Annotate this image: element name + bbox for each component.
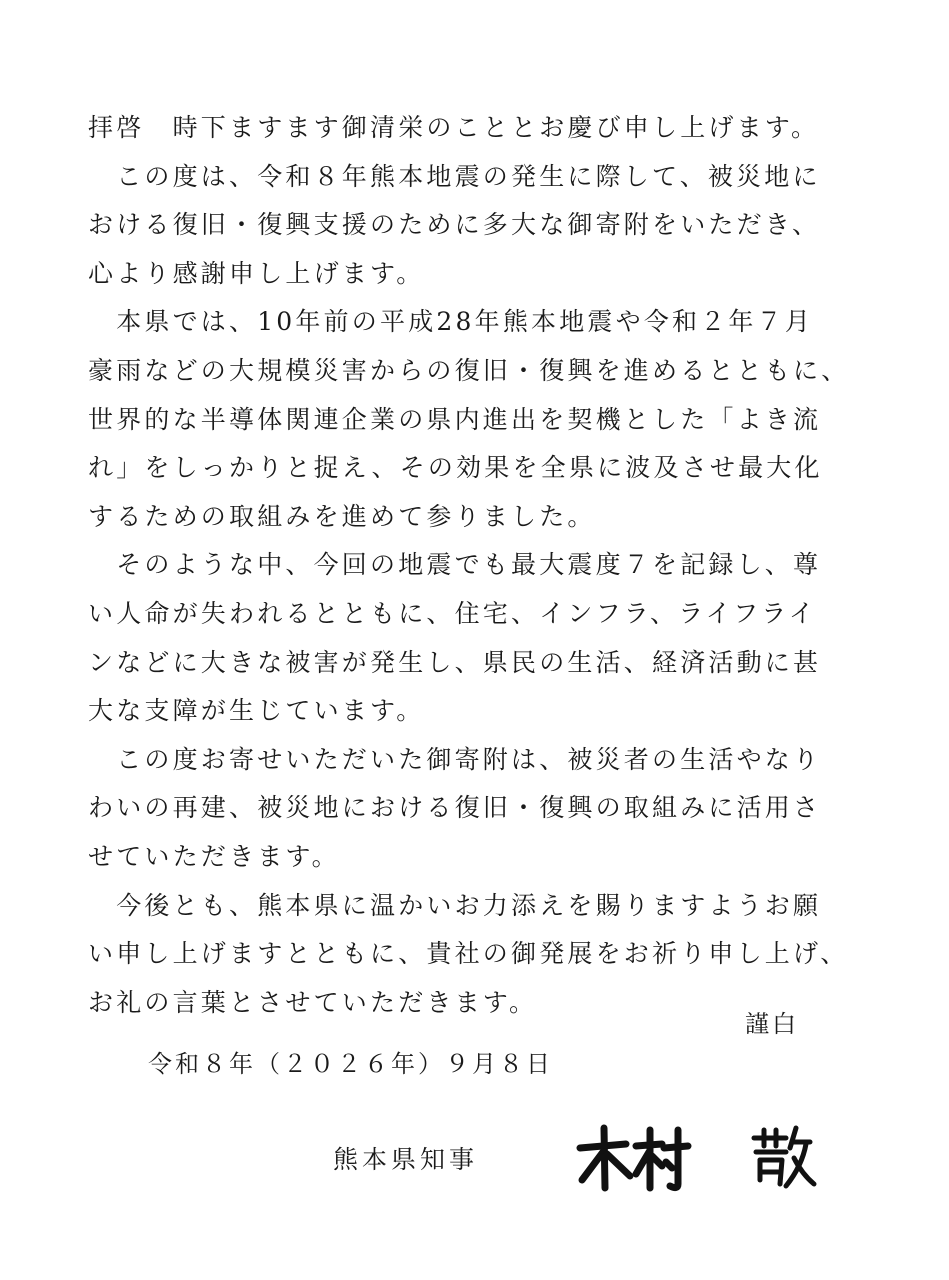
closing-salutation: 謹白 — [745, 1010, 799, 1038]
sender-title: 熊本県知事 — [333, 1145, 479, 1174]
letter-line: この度お寄せいただいた御寄附は、被災者の生活やなり — [88, 744, 822, 774]
handwritten-signature — [574, 1118, 824, 1198]
letter-line: 大な支障が生じています。 — [88, 696, 425, 726]
letter-line: お礼の言葉とさせていただきます。 — [88, 987, 538, 1017]
letter-line: 心より感謝申し上げます。 — [88, 258, 425, 288]
letter-line: 拝啓 時下ますます御清栄のこととお慶び申し上げます。 — [88, 113, 820, 142]
letter-line: おける復旧・復興支援のために多大な御寄附をいただき、 — [88, 210, 821, 240]
letter-line: い申し上げますとともに、貴社の御発展をお祈り申し上げ、 — [88, 939, 849, 969]
letter-line: 世界的な半導体関連企業の県内進出を契機とした「よき流 — [88, 404, 822, 434]
signature-image — [574, 1118, 824, 1198]
letter-line: れ」をしっかりと捉え、その効果を全県に波及させ最大化 — [88, 453, 823, 483]
letter-line: この度は、令和８年熊本地震の発生に際して、被災地に — [88, 161, 821, 191]
letter-line: わいの再建、被災地における復旧・復興の取組みに活用さ — [88, 793, 822, 823]
letter-date: 令和８年（２０２６年）９月８日 — [148, 1050, 553, 1078]
letter-line: 豪雨などの大規模災害からの復旧・復興を進めるとともに、 — [88, 355, 850, 385]
letter-body — [88, 104, 863, 1027]
letter-line: 本県では、10年前の平成28年熊本地震や令和２年７月 — [88, 307, 814, 337]
letter-line: するための取組みを進めて参りました。 — [88, 501, 596, 531]
letter-line: い人命が失われるとともに、住宅、インフラ、ライフライ — [88, 598, 817, 628]
letter-line: 今後とも、熊本県に温かいお力添えを賜りますようお願 — [88, 890, 822, 920]
letter-line: せていただきます。 — [88, 841, 340, 871]
letter-line: そのような中、今回の地震でも最大震度７を記録し、尊 — [88, 550, 822, 580]
letter-line: ンなどに大きな被害が発生し、県民の生活、経済活動に甚 — [88, 647, 822, 677]
